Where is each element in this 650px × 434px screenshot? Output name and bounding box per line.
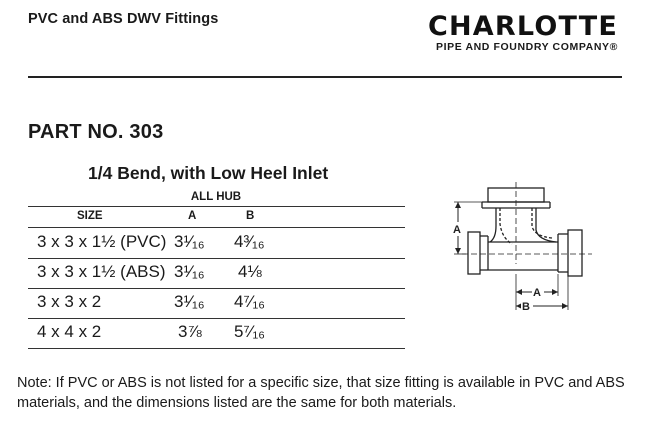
brand-logo [428,12,618,53]
cell-b: 4⅛ [238,262,262,281]
column-header-size: SIZE [77,210,103,222]
column-header-a: A [188,210,197,222]
cell-a: 3¹⁄₁₆ [174,232,205,251]
table-rule [28,348,405,349]
part-number: PART NO. 303 [28,121,164,143]
cell-b: 4³⁄₁₆ [234,232,265,251]
table-group-header: ALL HUB [190,191,242,203]
table-rule [28,258,405,259]
table-row [0,232,420,256]
table-row [0,262,420,286]
brand-tagline: PIPE AND FOUNDRY COMPANY® [435,41,618,53]
column-header-b: B [246,210,255,222]
dimension-label-a-vertical: A [453,224,461,236]
cell-size: 4 x 4 x 2 [37,322,102,341]
fitting-diagram [452,178,602,318]
document-header-title: PVC and ABS DWV Fittings [28,11,219,27]
footnote: Note: If PVC or ABS is not listed for a specific size, that size fitting is available in PVC and ABS materials, and the dimensions listed are the same for both materials. [17,375,625,411]
header-divider [28,76,622,78]
left-hub [468,232,480,274]
right-hub [568,230,582,276]
table-rule [28,227,405,228]
cell-a: 3¹⁄₁₆ [174,262,205,281]
table-row [0,292,420,316]
cell-size: 3 x 3 x 1½ (ABS) [37,262,166,281]
brand-name: CHARLOTTE [428,11,618,42]
table-rule [28,206,405,207]
table-rule [28,288,405,289]
product-name: 1/4 Bend, with Low Heel Inlet [88,163,329,183]
cell-b: 5⁷⁄₁₆ [234,322,266,341]
dimension-label-b: B [522,301,530,313]
cell-size: 3 x 3 x 2 [37,292,102,311]
cell-size: 3 x 3 x 1½ (PVC) [37,232,167,251]
cell-b: 4⁷⁄₁₆ [234,292,266,311]
cell-a: 3⅞ [178,322,202,341]
table-row [0,322,420,346]
cell-a: 3¹⁄₁₆ [174,292,205,311]
dimension-label-a-horizontal: A [533,287,541,299]
table-rule [28,318,405,319]
